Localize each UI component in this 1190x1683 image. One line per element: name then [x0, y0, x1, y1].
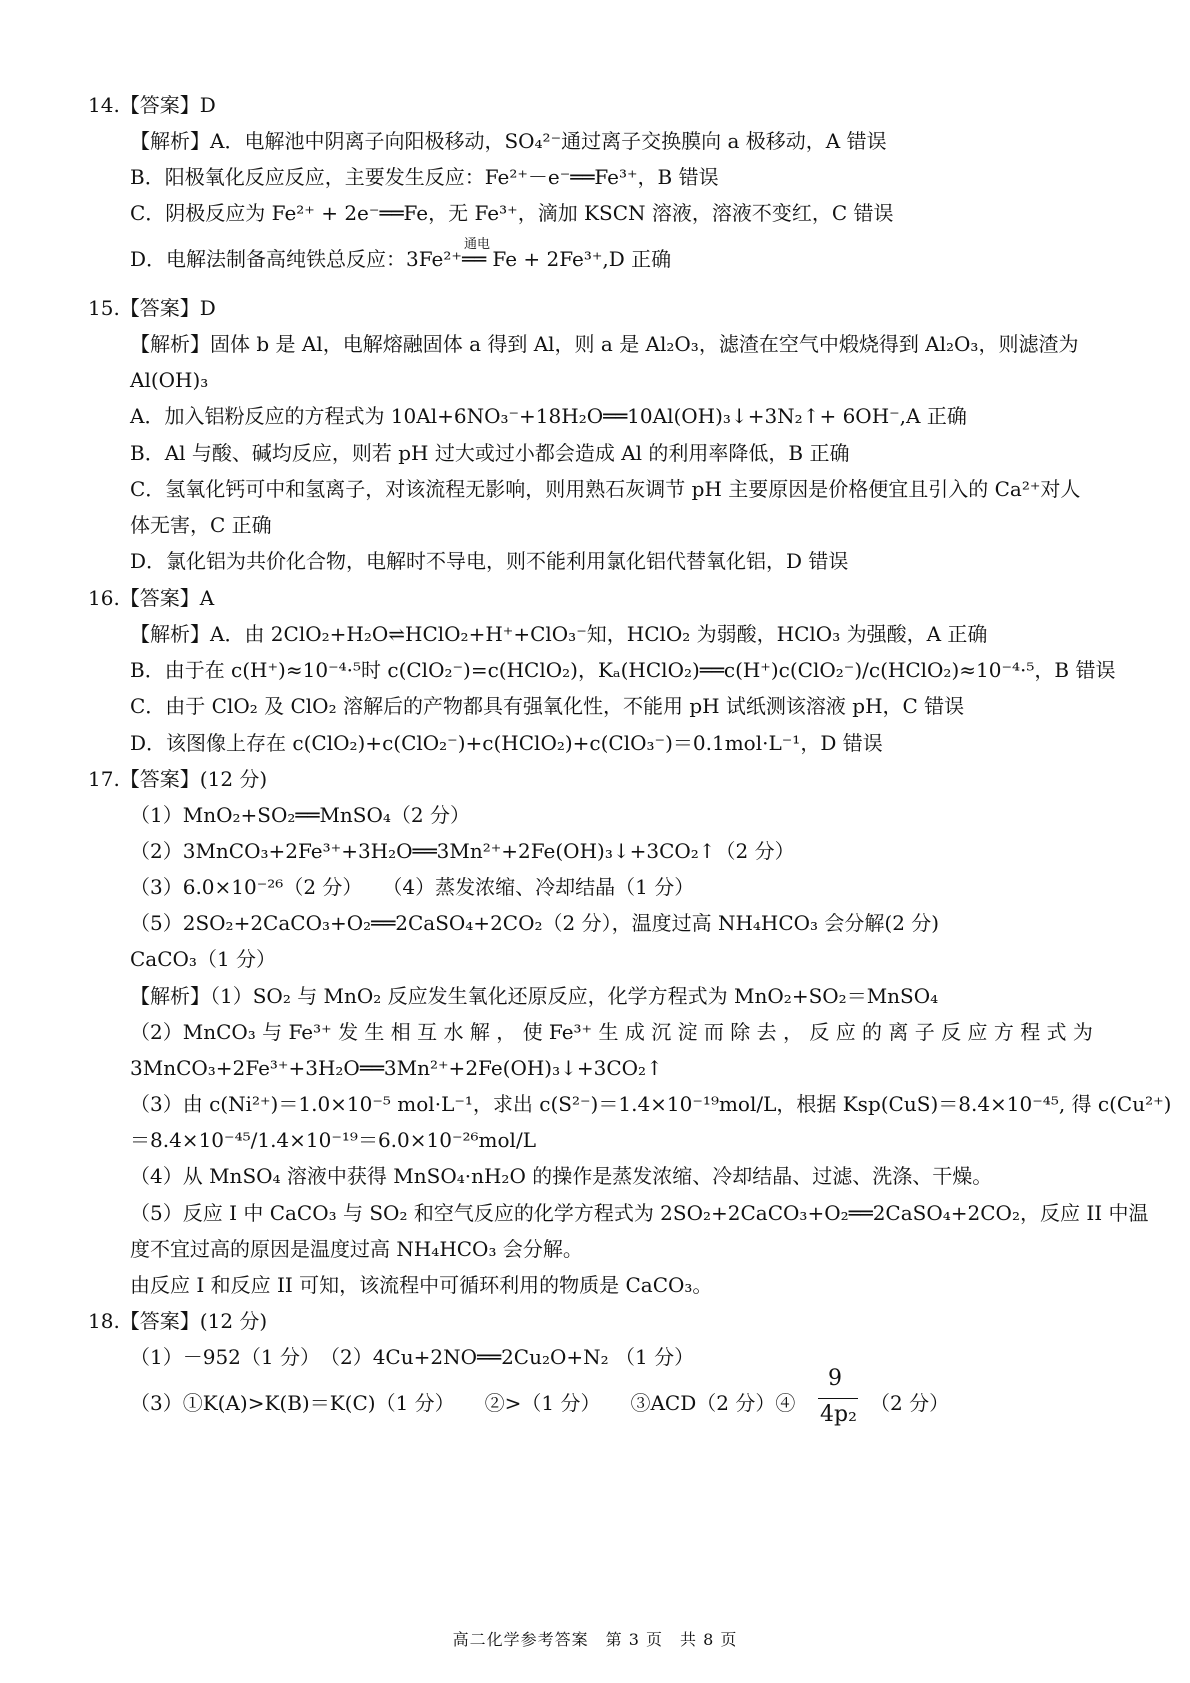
q14-d-post: Fe + 2Fe³⁺,D 正确: [492, 247, 672, 271]
q15-answer: 15.【答案】D: [88, 296, 216, 320]
q14-jiexi-a: 【解析】A．电解池中阴离子向阳极移动，SO₄²⁻通过离子交换膜向 a 极移动，A 错误: [130, 129, 887, 153]
q18-answer: 18.【答案】(12 分): [88, 1309, 268, 1333]
q16-jiexi-a: 【解析】A．由 2ClO₂+H₂O⇌HClO₂+H⁺+ClO₃⁻知，HClO₂ 为弱酸，HClO₃ 为强酸，A 正确: [130, 622, 988, 646]
q14-answer: 14.【答案】D: [88, 93, 216, 117]
q15-option-a: A．加入铝粉反应的方程式为 10Al+6NO₃⁻+18H₂O══10Al(OH)₃↓+3N₂↑+ 6OH⁻,A 正确: [130, 404, 967, 428]
q14-option-b: B．阳极氧化反应反应，主要发生反应：Fe²⁺－e⁻══Fe³⁺，B 错误: [130, 165, 719, 189]
q17-jiexi-2a: （2）MnCO₃ 与 Fe³⁺ 发 生 相 互 水 解 ， 使 Fe³⁺ 生 成 沉 淀 而 除 去 ， 反 应 的 离 子 反 应 方 程 式 为: [130, 1020, 1093, 1044]
condition-label: 通电: [463, 237, 490, 252]
q14-d-pre: D．电解法制备高纯铁总反应：3Fe²⁺: [130, 247, 462, 271]
q17-jiexi-5a: （5）反应 I 中 CaCO₃ 与 SO₂ 和空气反应的化学方程式为 2SO₂+2CaCO₃+O₂══2CaSO₄+2CO₂，反应 II 中温: [130, 1201, 1149, 1225]
q16-option-d: D．该图像上存在 c(ClO₂)+c(ClO₂⁻)+c(HClO₂)+c(ClO₃⁻)＝0.1mol·L⁻¹，D 错误: [130, 731, 883, 755]
q15-jiexi-2: Al(OH)₃: [130, 368, 209, 392]
q15-jiexi-1: 【解析】固体 b 是 Al，电解熔融固体 a 得到 Al，则 a 是 Al₂O₃，滤渣在空气中煅烧得到 Al₂O₃，则滤渣为: [130, 332, 1079, 356]
q18-a3-tail: （2 分）: [870, 1391, 950, 1415]
q17-jiexi-3a: （3）由 c(Ni²⁺)＝1.0×10⁻⁵ mol·L⁻¹，求出 c(S²⁻)＝1.4×10⁻¹⁹mol/L，根据 Ksp(CuS)＝8.4×10⁻⁴⁵, 得 c(Cu²⁺): [130, 1092, 1172, 1116]
electrolysis-equals: 通电 ══: [462, 246, 486, 272]
q15-option-b: B．Al 与酸、碱均反应，则若 pH 过大或过小都会造成 Al 的利用率降低，B 正确: [130, 441, 850, 465]
q17-jiexi-4: （4）从 MnSO₄ 溶液中获得 MnSO₄·nH₂O 的操作是蒸发浓缩、冷却结晶、过滤、洗涤、干燥。: [130, 1164, 993, 1188]
q17-jiexi-1: 【解析】（1）SO₂ 与 MnO₂ 反应发生氧化还原反应，化学方程式为 MnO₂+SO₂＝MnSO₄: [130, 984, 939, 1008]
fraction-9-over-4p2: [818, 1366, 862, 1436]
fraction-denominator: 4p₂: [820, 1402, 857, 1427]
q17-a2: （2）3MnCO₃+2Fe³⁺+3H₂O══3Mn²⁺+2Fe(OH)₃↓+3CO₂↑（2 分）: [130, 839, 795, 863]
q15-option-c1: C．氢氧化钙可中和氢离子，对该流程无影响，则用熟石灰调节 pH 主要原因是价格便宜且引入的 Ca²⁺对人: [130, 477, 1081, 501]
q15-option-d: D．氯化铝为共价化合物，电解时不导电，则不能利用氯化铝代替氧化铝，D 错误: [130, 549, 849, 573]
q16-answer: 16.【答案】A: [88, 586, 215, 610]
fraction-bar: [818, 1398, 858, 1399]
q14-option-c: C．阴极反应为 Fe²⁺ + 2e⁻══Fe，无 Fe³⁺，滴加 KSCN 溶液，溶液不变红，C 错误: [130, 201, 894, 225]
q14-option-d: [130, 237, 672, 272]
fraction-numerator: 9: [828, 1366, 842, 1391]
q17-a3: （3）6.0×10⁻²⁶（2 分） （4）蒸发浓缩、冷却结晶（1 分）: [130, 875, 695, 899]
q17-jiexi-3b: ＝8.4×10⁻⁴⁵/1.4×10⁻¹⁹＝6.0×10⁻²⁶mol/L: [130, 1128, 536, 1152]
q17-answer: 17.【答案】(12 分): [88, 767, 268, 791]
q18-a3: （3）①K(A)>K(B)＝K(C)（1 分） ②>（1 分） ③ACD（2 分）④: [130, 1391, 796, 1415]
q17-jiexi-2b: 3MnCO₃+2Fe³⁺+3H₂O══3Mn²⁺+2Fe(OH)₃↓+3CO₂↑: [130, 1056, 663, 1080]
q17-a1: （1）MnO₂+SO₂══MnSO₄（2 分）: [130, 803, 471, 827]
q15-option-c2: 体无害，C 正确: [130, 513, 272, 537]
q18-a1: （1）－952（1 分） （2）4Cu+2NO══2Cu₂O+N₂ （1 分）: [130, 1345, 695, 1369]
q17-jiexi-5b: 度不宜过高的原因是温度过高 NH₄HCO₃ 会分解。: [130, 1237, 583, 1261]
q17-a5: （5）2SO₂+2CaCO₃+O₂══2CaSO₄+2CO₂（2 分），温度过高 NH₄HCO₃ 会分解(2 分): [130, 911, 940, 935]
page-footer: 高二化学参考答案 第 3 页 共 8 页: [452, 1630, 738, 1649]
q17-a5b: CaCO₃（1 分）: [130, 947, 277, 971]
q16-option-b: B．由于在 c(H⁺)≈10⁻⁴·⁵时 c(ClO₂⁻)=c(HClO₂)，Kₐ(HClO₂)══c(H⁺)c(ClO₂⁻)/c(HClO₂)≈10⁻⁴·⁵，B 错误: [130, 658, 1116, 682]
q17-jiexi-5c: 由反应 I 和反应 II 可知，该流程中可循环利用的物质是 CaCO₃。: [130, 1273, 713, 1297]
q16-option-c: C．由于 ClO₂ 及 ClO₂ 溶解后的产物都具有强氧化性，不能用 pH 试纸测该溶液 pH，C 错误: [130, 694, 965, 718]
